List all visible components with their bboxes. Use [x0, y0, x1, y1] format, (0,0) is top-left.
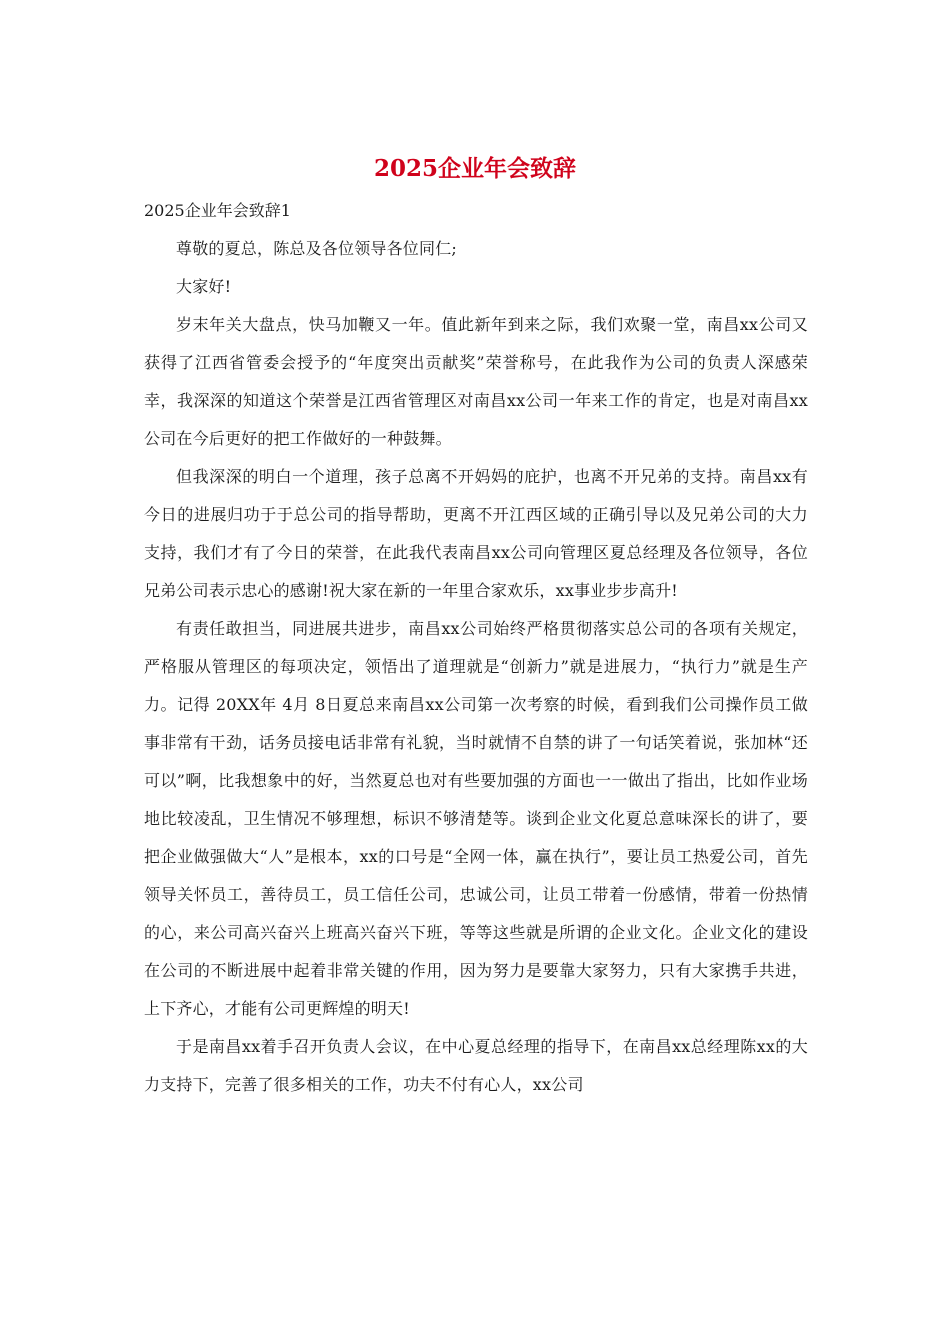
body-paragraph: 有责任敢担当，同进展共进步，南昌xx公司始终严格贯彻落实总公司的各项有关规定，严格服从管理区的每项决定，领悟出了道理就是“创新力”就是进展力，“执行力”就是生产力。记得 20XX年 4月 8日夏总来南昌xx公司第一次考察的时候，看到我们公司操作员工做事非常有干劲，话务员接电话非常有礼貌，当时就情不自禁的讲了一句话笑着说，张加林“还可以”啊，比我想象中的好，当然夏总也对有些要加强的方面也一一做出了指出，比如作业场地比较凌乱，卫生情况不够理想，标识不够清楚等。谈到企业文化夏总意味深长的讲了，要把企业做强做大“人”是根本，xx的口号是“全网一体，赢在执行”，要让员工热爱公司，首先领导关怀员工，善待员工，员工信任公司，忠诚公司，让员工带着一份感情，带着一份热情的心，来公司高兴奋兴上班高兴奋兴下班，等等这些就是所谓的企业文化。企业文化的建设在公司的不断进展中起着非常关键的作用，因为努力是要靠大家努力，只有大家携手共进，上下齐心，才能有公司更辉煌的明天! [144, 619, 808, 1018]
salutation-line: 大家好! [176, 277, 232, 296]
section-heading: 2025企业年会致辞1 [144, 201, 291, 220]
greeting-line: 尊敬的夏总，陈总及各位领导各位同仁; [176, 239, 457, 258]
body-paragraph: 岁末年关大盘点，快马加鞭又一年。值此新年到来之际，我们欢聚一堂，南昌xx公司又获得了江西省管委会授予的“年度突出贡献奖”荣誉称号，在此我作为公司的负责人深感荣幸，我深深的知道这个荣誉是江西省管理区对南昌xx公司一年来工作的肯定，也是对南昌xx公司在今后更好的把工作做好的一种鼓舞。 [144, 315, 808, 448]
document-body [144, 198, 808, 1104]
body-paragraph: 但我深深的明白一个道理，孩子总离不开妈妈的庇护，也离不开兄弟的支持。南昌xx有今日的进展归功于于总公司的指导帮助，更离不开江西区域的正确引导以及兄弟公司的大力支持，我们才有了今日的荣誉，在此我代表南昌xx公司向管理区夏总经理及各位领导，各位兄弟公司表示忠心的感谢!祝大家在新的一年里合家欢乐，xx事业步步高升! [144, 467, 808, 600]
body-paragraph: 于是南昌xx着手召开负责人会议，在中心夏总经理的指导下，在南昌xx总经理陈xx的大力支持下，完善了很多相关的工作，功夫不付有心人，xx公司 [144, 1037, 808, 1094]
document-title: 2025企业年会致辞 [373, 155, 576, 182]
